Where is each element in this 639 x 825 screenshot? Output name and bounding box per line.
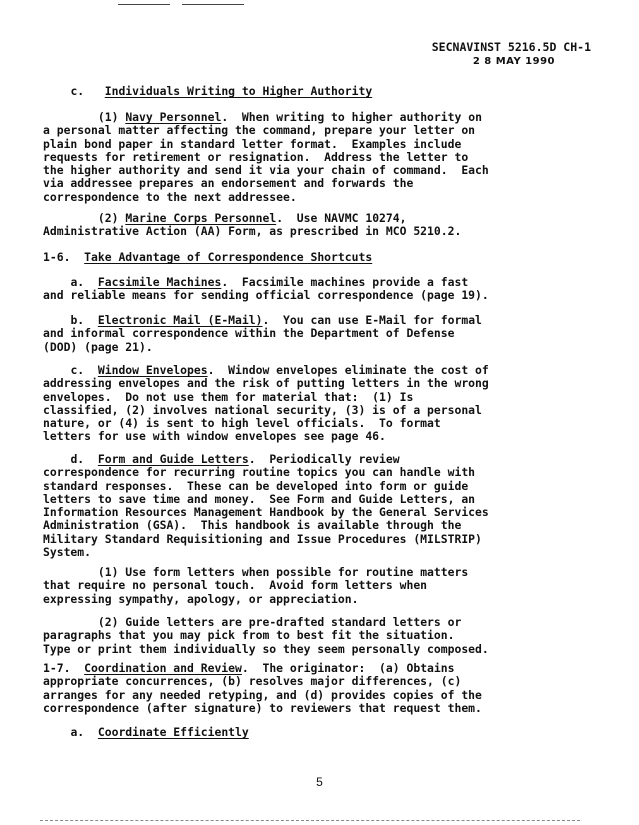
section-1-6-title: Take Advantage of Correspondence Shortcuts bbox=[84, 250, 373, 264]
form-guide-letters-title: Form and Guide Letters bbox=[97, 452, 249, 466]
marine-corps-title: Marine Corps Personnel bbox=[125, 211, 277, 225]
paragraph-facsimile: a. Facsimile Machines. Facsimile machines provide a fast and reliable means for sending official correspondence (page 19). bbox=[43, 275, 489, 303]
paragraph-window-envelopes: c. Window Envelopes. Window envelopes eliminate the cost of addressing envelopes and the risk of putting letters in the wrong envelopes. Do not use them for material that: (1) Is classified, (2) involves national security, (3) is of a personal nature, or (4) is sent to high level officials. To format letters for use with window envelopes see page 46. bbox=[43, 363, 489, 444]
top-rule bbox=[182, 4, 244, 5]
top-rule bbox=[118, 4, 170, 5]
section-c-heading: c. Individuals Writing to Higher Authority bbox=[70, 84, 373, 98]
section-1-7-a-heading: a. Coordinate Efficiently bbox=[70, 725, 249, 739]
paragraph-email: b. Electronic Mail (E-Mail). You can use E-Mail for formal and informal correspondence within the Department of Defense (DOD) (page 21). bbox=[43, 313, 482, 354]
section-1-6-heading: 1-6. Take Advantage of Correspondence Shortcuts bbox=[43, 250, 373, 264]
section-1-7-title: Coordination and Review bbox=[84, 661, 242, 675]
coordinate-efficiently-title: Coordinate Efficiently bbox=[97, 725, 249, 739]
section-1-7: 1-7. Coordination and Review. The originator: (a) Obtains appropriate concurrences, (b) resolves major differences, (c) arranges for any needed retyping, and (d) provides copies of the correspondence (after signature) to reviewers that request them. bbox=[43, 661, 482, 715]
email-title: Electronic Mail (E-Mail) bbox=[97, 313, 263, 327]
paragraph-guide-letters-usage: (2) Guide letters are pre-drafted standard letters or paragraphs that you may pick from to best fit the situation. Type or print them individually so they seem personally composed. bbox=[43, 615, 489, 656]
facsimile-title: Facsimile Machines bbox=[97, 275, 222, 289]
section-c-title: Individuals Writing to Higher Authority bbox=[104, 84, 373, 98]
revision-date: 2 8 MAY 1990 bbox=[472, 56, 555, 67]
window-envelopes-title: Window Envelopes bbox=[97, 363, 208, 377]
paragraph-form-guide-letters: d. Form and Guide Letters. Periodically review correspondence for recurring routine topics you can handle with standard responses. These can be developed into form or guide letters to save time and money. See Form and Guide Letters, an Information Resources Management Handbook by the General Services Administration (GSA). This handbook is available through the Military Standard Requisitioning and Issue Procedures (MILSTRIP) System. bbox=[43, 452, 489, 560]
bottom-rule bbox=[40, 820, 580, 822]
paragraph-navy-personnel: (1) Navy Personnel. When writing to higher authority on a personal matter affecting the command, prepare your letter on plain bond paper in standard letter format. Examples include requests for retirement or resignation. Address the letter to the higher authority and send it via your chain of command. Each via addressee prepares an endorsement and forwards the correspondence to the next addressee. bbox=[43, 110, 489, 204]
document-id: SECNAVINST 5216.5D CH-1 bbox=[431, 40, 591, 54]
paragraph-form-letters-usage: (1) Use form letters when possible for routine matters that require no personal touch. Avoid form letters when expressing sympathy, apology, or appreciation. bbox=[43, 565, 469, 606]
paragraph-marine-corps: (2) Marine Corps Personnel. Use NAVMC 10274, Administrative Action (AA) Form, as prescribed in MCO 5210.2. bbox=[43, 211, 462, 239]
navy-personnel-title: Navy Personnel bbox=[125, 110, 222, 124]
page-number: 5 bbox=[316, 775, 323, 789]
